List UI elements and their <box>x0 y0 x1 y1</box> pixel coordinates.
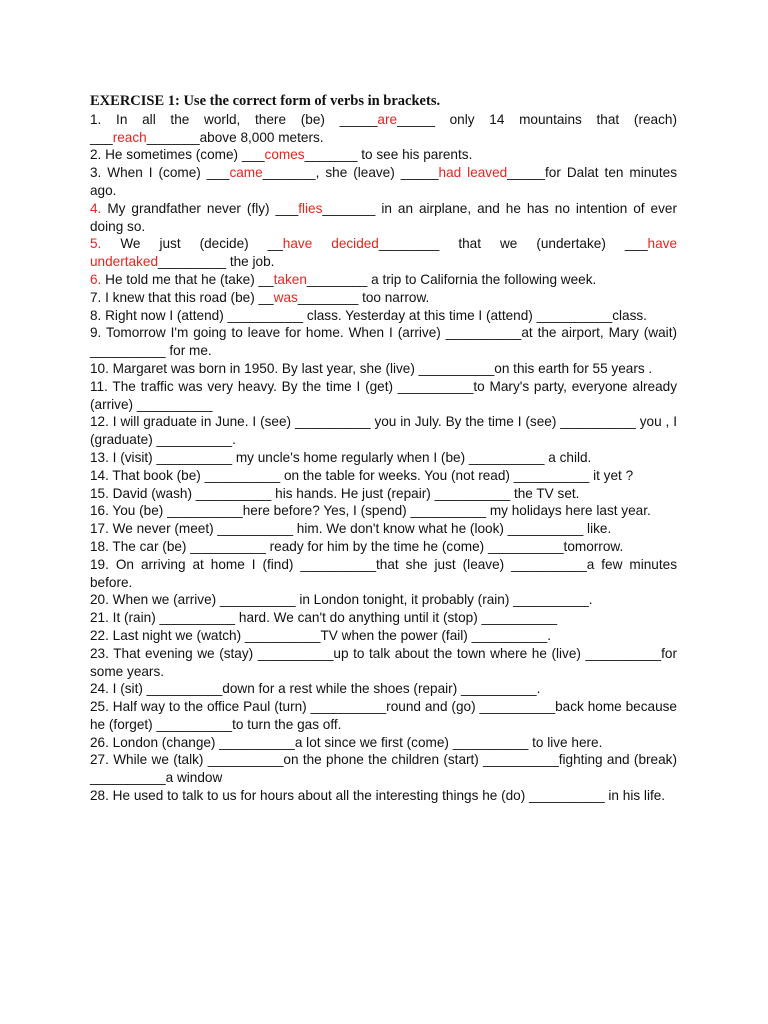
item-text: ________ a trip to California the following week. <box>306 271 597 287</box>
exercise-item <box>90 698 677 734</box>
item-text: _____ only 14 mountains that (reach) ___ <box>90 111 677 145</box>
exercise-item <box>90 235 677 271</box>
exercise-item <box>90 751 677 787</box>
exercise-item <box>90 502 677 520</box>
exercise-item <box>90 538 677 556</box>
exercise-item <box>90 485 677 503</box>
item-text: 21. It (rain) __________ hard. We can't do anything until it (stop) __________ <box>90 610 558 626</box>
item-text: _______ to see his parents. <box>304 147 473 163</box>
item-text: 9. Tomorrow I'm going to leave for home. When I (arrive) __________at the airport, Mary (wait) __________ for me. <box>90 325 677 359</box>
exercise-item <box>90 449 677 467</box>
exercise-item <box>90 520 677 538</box>
answer-text: came <box>229 165 263 181</box>
item-text: 11. The traffic was very heavy. By the time I (get) __________to Mary's party, everyone already (arrive) __________ <box>90 378 677 412</box>
answer-text: comes <box>264 147 305 163</box>
answer-text: have undertaked <box>90 236 678 270</box>
item-text: 23. That evening we (stay) __________up to talk about the town where he (live) __________for some years. <box>90 645 677 679</box>
answer-text: reach <box>112 129 147 145</box>
exercise-item <box>90 111 677 147</box>
exercise-item <box>90 307 677 325</box>
item-text: 22. Last night we (watch) __________TV when the power (fail) __________. <box>90 627 551 643</box>
exercise-item <box>90 413 677 449</box>
exercise-item <box>90 146 677 164</box>
exercise-item <box>90 271 677 289</box>
exercise-item <box>90 734 677 752</box>
item-text: 10. Margaret was born in 1950. By last year, she (live) __________on this earth for 55 years . <box>90 360 653 376</box>
item-text: 20. When we (arrive) __________ in London tonight, it probably (rain) __________. <box>90 592 593 608</box>
exercise-item <box>90 360 677 378</box>
item-text: 25. Half way to the office Paul (turn) __________round and (go) __________back home because he (forget) __________to turn the gas off. <box>90 699 677 732</box>
item-text: 19. On arriving at home I (find) __________that she just (leave) __________a few minutes before. <box>90 556 677 590</box>
exercise-item <box>90 627 677 645</box>
item-text: _______ in an airplane, and he has no intention of ever doing so. <box>90 200 677 234</box>
item-text: He told me that he (take) __ <box>101 271 274 287</box>
item-text: _________ the job. <box>158 254 275 270</box>
item-text: 1. In all the world, there (be) _____ <box>90 111 378 127</box>
exercise-item <box>90 200 677 236</box>
item-text: ________ that we (undertake) ___ <box>378 236 648 252</box>
exercise-item <box>90 609 677 627</box>
exercise-items <box>90 111 677 805</box>
exercise-item <box>90 680 677 698</box>
exercise-item <box>90 467 677 485</box>
item-text: 13. I (visit) __________ my uncle's home regularly when I (be) __________ a child. <box>90 449 592 465</box>
exercise-item <box>90 324 677 360</box>
answer-text: had leaved <box>438 165 508 181</box>
item-text: _______above 8,000 meters. <box>146 129 324 145</box>
exercise-item <box>90 164 677 200</box>
item-text: 28. He used to talk to us for hours about all the interesting things he (do) __________ in his life. <box>90 788 666 804</box>
answer-text: 6. <box>90 271 102 287</box>
item-text: 8. Right now I (attend) __________ class. Yesterday at this time I (attend) __________class. <box>90 307 647 323</box>
exercise-item <box>90 787 677 805</box>
item-text: 24. I (sit) __________down for a rest while the shoes (repair) __________. <box>90 681 541 697</box>
item-text: 15. David (wash) __________ his hands. He just (repair) __________ the TV set. <box>90 485 580 501</box>
item-text: _____for Dalat ten minutes ago. <box>90 165 677 198</box>
item-text: 27. While we (talk) __________on the phone the children (start) __________fighting and (break) __________a window <box>90 752 677 786</box>
item-text: 16. You (be) __________here before? Yes, I (spend) __________ my holidays here last year. <box>90 503 651 519</box>
item-text: 3. When I (come) ___ <box>90 165 230 181</box>
answer-text: have decided <box>282 236 379 252</box>
exercise-item <box>90 378 677 414</box>
exercise-title: EXERCISE 1: Use the correct form of verbs in brackets. <box>90 93 441 109</box>
answer-text: are <box>377 111 398 127</box>
item-text: 7. I knew that this road (be) __ <box>90 289 274 305</box>
item-text: We just (decide) __ <box>101 236 283 252</box>
item-text: 14. That book (be) __________ on the table for weeks. You (not read) __________ it yet ? <box>90 467 634 483</box>
answer-text: 5. <box>90 236 102 252</box>
item-text: My grandfather never (fly) ___ <box>101 200 299 216</box>
exercise-item <box>90 645 677 681</box>
exercise-sheet <box>90 93 677 805</box>
answer-text: flies <box>298 200 323 216</box>
exercise-item <box>90 591 677 609</box>
answer-text: 4. <box>90 200 102 216</box>
exercise-item <box>90 556 677 592</box>
exercise-item <box>90 289 677 307</box>
answer-text: was <box>273 289 298 305</box>
answer-text: taken <box>273 271 307 287</box>
item-text: 12. I will graduate in June. I (see) __________ you in July. By the time I (see) __________ you , I (graduate) __________. <box>90 414 677 448</box>
item-text: 17. We never (meet) __________ him. We don't know what he (look) __________ like. <box>90 521 612 537</box>
item-text: 26. London (change) __________a lot since we first (come) __________ to live here. <box>90 734 603 750</box>
item-text: ________ too narrow. <box>297 289 430 305</box>
item-text: _______, she (leave) _____ <box>262 165 439 181</box>
item-text: 2. He sometimes (come) ___ <box>90 147 265 163</box>
item-text: 18. The car (be) __________ ready for him by the time he (come) __________tomorrow. <box>90 538 624 554</box>
